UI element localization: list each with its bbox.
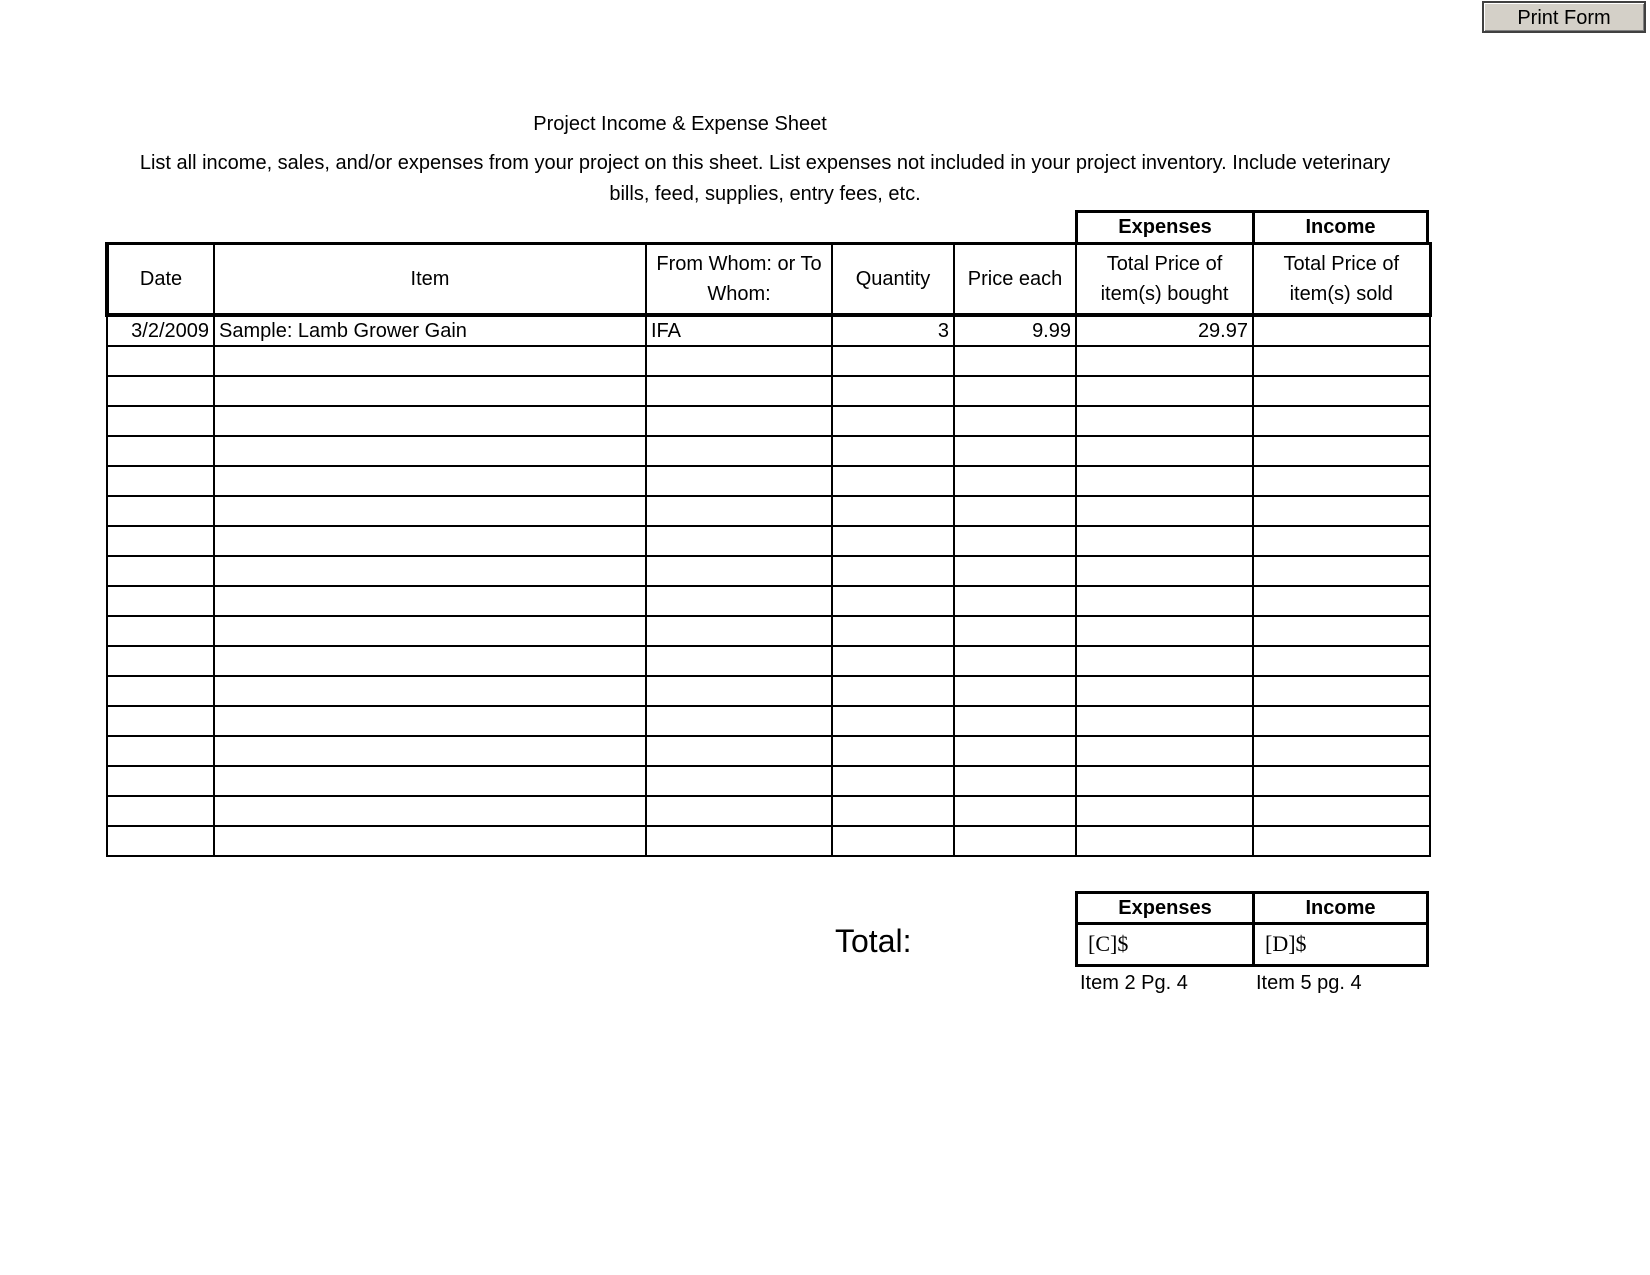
cell-item[interactable]: [214, 496, 646, 526]
cell-item[interactable]: [214, 436, 646, 466]
total-expenses-header: Expenses: [1075, 891, 1254, 925]
cell-total-sold[interactable]: [1253, 436, 1430, 466]
cell-quantity[interactable]: [832, 586, 954, 616]
sheet-title: Project Income & Expense Sheet: [533, 113, 827, 135]
cell-price-each[interactable]: [954, 406, 1076, 436]
cell-total-bought[interactable]: [1076, 526, 1253, 556]
cell-price-each[interactable]: [954, 646, 1076, 676]
cell-total-bought[interactable]: [1076, 556, 1253, 586]
table-row: [107, 766, 1430, 796]
cell-from-whom[interactable]: [646, 466, 832, 496]
cell-item[interactable]: [214, 556, 646, 586]
cell-quantity[interactable]: [832, 616, 954, 646]
cell-item[interactable]: Sample: Lamb Grower Gain: [214, 315, 646, 346]
cell-from-whom[interactable]: [646, 736, 832, 766]
cell-item[interactable]: [214, 466, 646, 496]
cell-item[interactable]: [214, 646, 646, 676]
expenses-group-header: Expenses: [1075, 210, 1254, 245]
income-expense-table: [105, 242, 1432, 857]
cell-from-whom[interactable]: [646, 346, 832, 376]
cell-total-bought[interactable]: [1076, 706, 1253, 736]
cell-from-whom[interactable]: [646, 436, 832, 466]
cell-date[interactable]: [107, 406, 214, 436]
cell-from-whom[interactable]: [646, 766, 832, 796]
cell-quantity[interactable]: [832, 346, 954, 376]
income-group-header: Income: [1252, 210, 1429, 245]
cell-total-sold[interactable]: [1253, 736, 1430, 766]
cell-price-each[interactable]: [954, 766, 1076, 796]
cell-total-bought[interactable]: [1076, 796, 1253, 826]
column-header-total-sold: Total Price of item(s) sold: [1253, 244, 1430, 316]
cell-quantity[interactable]: [832, 706, 954, 736]
cell-date[interactable]: [107, 646, 214, 676]
cell-price-each[interactable]: [954, 556, 1076, 586]
cell-price-each[interactable]: [954, 346, 1076, 376]
cell-from-whom[interactable]: [646, 616, 832, 646]
cell-date[interactable]: 3/2/2009: [107, 315, 214, 346]
cell-quantity[interactable]: [832, 556, 954, 586]
cell-total-bought[interactable]: [1076, 346, 1253, 376]
cell-date[interactable]: [107, 766, 214, 796]
cell-item[interactable]: [214, 406, 646, 436]
cell-total-sold[interactable]: [1253, 676, 1430, 706]
cell-item[interactable]: [214, 736, 646, 766]
cell-date[interactable]: [107, 376, 214, 406]
cell-total-sold[interactable]: [1253, 616, 1430, 646]
cell-item[interactable]: [214, 826, 646, 856]
cell-total-bought[interactable]: [1076, 616, 1253, 646]
cell-from-whom[interactable]: [646, 496, 832, 526]
table-row: [107, 556, 1430, 586]
cell-price-each[interactable]: [954, 826, 1076, 856]
cell-total-sold[interactable]: [1253, 706, 1430, 736]
table-row: [107, 315, 1430, 346]
cell-total-sold[interactable]: [1253, 315, 1430, 346]
column-header-date: Date: [107, 244, 214, 316]
cell-item[interactable]: [214, 676, 646, 706]
cell-quantity[interactable]: [832, 436, 954, 466]
table-row: [107, 436, 1430, 466]
income-reference: Item 5 pg. 4: [1256, 972, 1362, 994]
total-income-field[interactable]: [D]$: [1252, 922, 1429, 967]
cell-total-sold[interactable]: [1253, 586, 1430, 616]
cell-total-sold[interactable]: [1253, 556, 1430, 586]
cell-total-bought[interactable]: [1076, 646, 1253, 676]
cell-date[interactable]: [107, 616, 214, 646]
expenses-reference: Item 2 Pg. 4: [1080, 972, 1188, 994]
cell-date[interactable]: [107, 346, 214, 376]
cell-total-bought[interactable]: [1076, 466, 1253, 496]
cell-total-sold[interactable]: [1253, 406, 1430, 436]
cell-from-whom[interactable]: [646, 796, 832, 826]
cell-item[interactable]: [214, 586, 646, 616]
cell-item[interactable]: [214, 376, 646, 406]
cell-total-sold[interactable]: [1253, 826, 1430, 856]
cell-date[interactable]: [107, 676, 214, 706]
cell-date[interactable]: [107, 706, 214, 736]
cell-quantity[interactable]: [832, 766, 954, 796]
cell-total-bought[interactable]: [1076, 406, 1253, 436]
sheet-instructions: List all income, sales, and/or expenses from your project on this sheet. List expenses not included in your project inventory. Include veterinary bills, feed, supplies, entry fees, etc.: [139, 152, 1391, 205]
cell-total-bought[interactable]: [1076, 586, 1253, 616]
cell-quantity[interactable]: [832, 526, 954, 556]
cell-price-each[interactable]: [954, 436, 1076, 466]
cell-quantity[interactable]: [832, 466, 954, 496]
table-row: [107, 496, 1430, 526]
table-row: [107, 376, 1430, 406]
column-header-from-whom: From Whom: or To Whom:: [646, 244, 832, 316]
table-row: [107, 526, 1430, 556]
column-header-total-bought: Total Price of item(s) bought: [1076, 244, 1253, 316]
cell-from-whom[interactable]: [646, 376, 832, 406]
cell-date[interactable]: [107, 826, 214, 856]
cell-date[interactable]: [107, 736, 214, 766]
cell-quantity[interactable]: [832, 796, 954, 826]
cell-price-each[interactable]: [954, 676, 1076, 706]
total-expenses-field[interactable]: [C]$: [1075, 922, 1254, 967]
cell-item[interactable]: [214, 616, 646, 646]
table-row: [107, 346, 1430, 376]
print-form-button[interactable]: Print Form: [1482, 1, 1646, 33]
cell-price-each[interactable]: [954, 796, 1076, 826]
column-header-item: Item: [214, 244, 646, 316]
cell-total-sold[interactable]: [1253, 646, 1430, 676]
cell-date[interactable]: [107, 796, 214, 826]
table-row: [107, 616, 1430, 646]
cell-total-bought[interactable]: 29.97: [1076, 315, 1253, 346]
cell-total-bought[interactable]: [1076, 766, 1253, 796]
cell-date[interactable]: [107, 586, 214, 616]
cell-from-whom[interactable]: [646, 676, 832, 706]
cell-quantity[interactable]: [832, 676, 954, 706]
cell-quantity[interactable]: [832, 826, 954, 856]
cell-item[interactable]: [214, 766, 646, 796]
table-row: [107, 406, 1430, 436]
cell-total-sold[interactable]: [1253, 346, 1430, 376]
cell-total-bought[interactable]: [1076, 736, 1253, 766]
total-label: Total:: [835, 923, 912, 959]
cell-total-sold[interactable]: [1253, 496, 1430, 526]
table-row: [107, 826, 1430, 856]
table-row: [107, 586, 1430, 616]
cell-total-bought[interactable]: [1076, 436, 1253, 466]
cell-price-each[interactable]: [954, 616, 1076, 646]
cell-price-each[interactable]: [954, 376, 1076, 406]
cell-quantity[interactable]: [832, 406, 954, 436]
cell-price-each[interactable]: [954, 466, 1076, 496]
cell-item[interactable]: [214, 346, 646, 376]
table-header-row: [107, 244, 1430, 316]
cell-date[interactable]: [107, 466, 214, 496]
cell-price-each[interactable]: [954, 496, 1076, 526]
cell-total-sold[interactable]: [1253, 766, 1430, 796]
table-row: [107, 736, 1430, 766]
cell-price-each[interactable]: [954, 526, 1076, 556]
cell-quantity[interactable]: [832, 496, 954, 526]
table-row: [107, 676, 1430, 706]
cell-from-whom[interactable]: [646, 646, 832, 676]
cell-price-each[interactable]: [954, 706, 1076, 736]
cell-date[interactable]: [107, 496, 214, 526]
cell-from-whom[interactable]: [646, 406, 832, 436]
column-header-price-each: Price each: [954, 244, 1076, 316]
cell-from-whom[interactable]: [646, 706, 832, 736]
cell-total-sold[interactable]: [1253, 466, 1430, 496]
cell-item[interactable]: [214, 796, 646, 826]
total-income-header: Income: [1252, 891, 1429, 925]
cell-quantity[interactable]: 3: [832, 315, 954, 346]
cell-price-each[interactable]: [954, 736, 1076, 766]
cell-total-bought[interactable]: [1076, 826, 1253, 856]
cell-from-whom[interactable]: IFA: [646, 315, 832, 346]
table-row: [107, 646, 1430, 676]
cell-quantity[interactable]: [832, 646, 954, 676]
cell-date[interactable]: [107, 556, 214, 586]
table-row: [107, 466, 1430, 496]
cell-price-each[interactable]: [954, 586, 1076, 616]
cell-quantity[interactable]: [832, 736, 954, 766]
column-header-quantity: Quantity: [832, 244, 954, 316]
cell-from-whom[interactable]: [646, 826, 832, 856]
table-row: [107, 706, 1430, 736]
cell-date[interactable]: [107, 526, 214, 556]
cell-from-whom[interactable]: [646, 526, 832, 556]
cell-item[interactable]: [214, 706, 646, 736]
cell-total-bought[interactable]: [1076, 496, 1253, 526]
cell-date[interactable]: [107, 436, 214, 466]
cell-total-bought[interactable]: [1076, 376, 1253, 406]
table-row: [107, 796, 1430, 826]
cell-total-sold[interactable]: [1253, 526, 1430, 556]
cell-item[interactable]: [214, 526, 646, 556]
cell-from-whom[interactable]: [646, 586, 832, 616]
cell-total-bought[interactable]: [1076, 676, 1253, 706]
cell-from-whom[interactable]: [646, 556, 832, 586]
cell-quantity[interactable]: [832, 376, 954, 406]
cell-total-sold[interactable]: [1253, 376, 1430, 406]
cell-price-each[interactable]: 9.99: [954, 315, 1076, 346]
cell-total-sold[interactable]: [1253, 796, 1430, 826]
